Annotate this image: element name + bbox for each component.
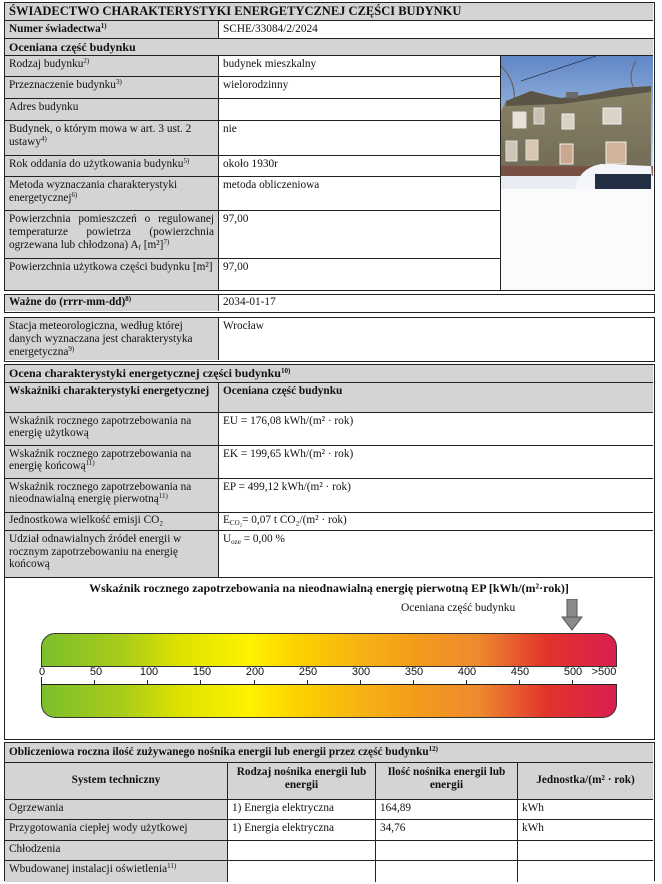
art3-building-label: Budynek, o którym mowa w art. 3 ust. 2 ustawy$^{4)}$ <box>5 121 219 156</box>
renewable-share-value: $U_{oze} = 0,00$ % <box>219 531 653 578</box>
table-row-unit <box>518 841 653 861</box>
renewable-share-label: Udział odnawialnych źródeł energii w rocznym zapotrzebowaniu na energię końcową <box>5 531 219 578</box>
ep-tick-label: 250 <box>298 666 318 678</box>
table-row-amount: 34,76 <box>376 820 518 841</box>
ep-tick-label: >500 <box>591 666 617 678</box>
co2-emission-label: Jednostkowa wielkość emisji CO₂ <box>5 513 219 531</box>
valid-until-value: 2034-01-17 <box>219 295 653 311</box>
eu-indicator-value: EU = 176,08 kWh/(m² · rok) <box>219 413 653 446</box>
commissioning-year-value: około 1930r <box>219 156 501 177</box>
ep-chart-title: Wskaźnik rocznego zapotrzebowania na nieodnawialną energię pierwotną EP [kWh/(m²·rok)] <box>89 581 569 595</box>
ep-marker-arrow-icon <box>561 599 583 631</box>
table-row-carrier: 1) Energia elektryczna <box>228 820 376 841</box>
table-row-amount: 164,89 <box>376 800 518 820</box>
weather-station-value: Wrocław <box>219 318 653 360</box>
ep-scale-upper-bar <box>41 633 617 667</box>
eu-indicator-label: Wskaźnik rocznego zapotrzebowania na energię użytkową <box>5 413 219 446</box>
weather-station-section <box>4 317 655 362</box>
method-value: metoda obliczeniowa <box>219 177 501 211</box>
table-row-unit: kWh <box>518 800 653 820</box>
validity-section <box>4 294 655 313</box>
building-photo-image <box>501 56 653 189</box>
carrier-col-header: Rodzaj nośnika energii lub energii <box>228 763 376 800</box>
ep-tick-label: 50 <box>89 666 103 678</box>
co2-emission-value: $E_{CO_2}= 0,07$ t CO₂/(m² · rok) <box>219 513 653 531</box>
certificate-header <box>4 2 655 39</box>
assessed-part-title: Oceniana część budynku <box>5 39 653 56</box>
ep-tick-label: 200 <box>245 666 265 678</box>
ek-indicator-value: EK = 199,65 kWh/(m² · rok) <box>219 446 653 479</box>
table-row-system: Ogrzewania <box>5 800 228 820</box>
building-address-label: Adres budynku <box>5 99 219 121</box>
heated-area-label: Powierzchnia pomieszczeń o regulowanej temperaturze powietrza (powierzchnia ogrzewana lub chłodzona) $A_f$ $[m^2]^{7)}$ <box>5 211 219 259</box>
building-purpose-label: Przeznaczenie budynku$^{3)}$ <box>5 77 219 99</box>
ep-scale-lower-bar <box>41 685 617 718</box>
building-photo <box>501 56 653 189</box>
energy-usage-section <box>4 742 655 881</box>
ep-tick-label: 300 <box>351 666 371 678</box>
table-row-unit <box>518 861 653 882</box>
ep-tick-label: 400 <box>457 666 477 678</box>
ep-tick-label: 450 <box>510 666 530 678</box>
weather-station-label: Stacja meteorologiczna, według której danych wyznaczana jest charakterystyka energetyczna$^{9)}$ <box>5 318 219 360</box>
method-label: Metoda wyznaczania charakterystyki energetycznej$^{6)}$ <box>5 177 219 211</box>
certificate-number-label: Numer świadectwa$^{1)}$ <box>5 21 219 39</box>
photo-blank-area <box>501 189 653 290</box>
table-row-system: Chłodzenia <box>5 841 228 861</box>
ep-tick-label: 100 <box>139 666 159 678</box>
ep-tick-label: 500 <box>563 666 583 678</box>
amount-col-header: Ilość nośnika energii lub energii <box>376 763 518 800</box>
building-address-value <box>219 99 501 121</box>
ep-indicator-value: EP = 499,12 kWh/(m² · rok) <box>219 479 653 513</box>
table-row-system: Wbudowanej instalacji oświetlenia$^{11)}$ <box>5 861 228 882</box>
ep-indicator-label: Wskaźnik rocznego zapotrzebowania na nieodnawialną energię pierwotną$^{11)}$ <box>5 479 219 513</box>
ek-indicator-label: Wskaźnik rocznego zapotrzebowania na energię końcową$^{11)}$ <box>5 446 219 479</box>
document-title: ŚWIADECTWO CHARAKTERYSTYKI ENERGETYCZNEJ CZĘŚCI BUDYNKU <box>5 3 653 21</box>
usable-area-value: 97,00 <box>219 259 501 290</box>
unit-col-header: Jednostka/(m² · rok) <box>518 763 653 800</box>
table-row-unit: kWh <box>518 820 653 841</box>
system-col-header: System techniczny <box>5 763 228 800</box>
heated-area-value: 97,00 <box>219 211 501 259</box>
building-type-label: Rodzaj budynku$^{2)}$ <box>5 56 219 77</box>
energy-usage-title: Obliczeniowa roczna ilość zużywanego nośnika energii lub energii przez część budynku$^{12)}$ <box>5 743 653 763</box>
assessed-part-section <box>4 38 655 291</box>
table-row-carrier <box>228 841 376 861</box>
table-row-carrier <box>228 861 376 882</box>
indicators-col-header: Wskaźniki charakterystyki energetycznej <box>5 383 219 413</box>
certificate-number-value: SCHE/33084/2/2024 <box>219 21 653 39</box>
valid-until-label: Ważne do (rrrr-mm-dd)$^{8)}$ <box>5 295 219 311</box>
building-type-value: budynek mieszkalny <box>219 56 501 77</box>
ep-tick <box>41 677 42 685</box>
table-row-amount <box>376 841 518 861</box>
ep-tick-label: 350 <box>404 666 424 678</box>
commissioning-year-label: Rok oddania do użytkowania budynku$^{5)}$ <box>5 156 219 177</box>
table-row-carrier: 1) Energia elektryczna <box>228 800 376 820</box>
ep-tick-label: 150 <box>192 666 212 678</box>
ep-scale-chart <box>5 578 653 738</box>
table-row-system: Przygotowania ciepłej wody użytkowej <box>5 820 228 841</box>
art3-building-value: nie <box>219 121 501 156</box>
building-purpose-value: wielorodzinny <box>219 77 501 99</box>
assessed-part-col-header: Oceniana część budynku <box>219 383 653 413</box>
evaluation-section <box>4 364 655 740</box>
usable-area-label: Powierzchnia użytkowa części budynku [m²] <box>5 259 219 290</box>
evaluation-title: Ocena charakterystyki energetycznej części budynku$^{10)}$ <box>5 365 653 383</box>
table-row-amount <box>376 861 518 882</box>
ep-tick-label: 0 <box>38 666 46 678</box>
ep-marker-label: Oceniana część budynku <box>401 602 516 614</box>
